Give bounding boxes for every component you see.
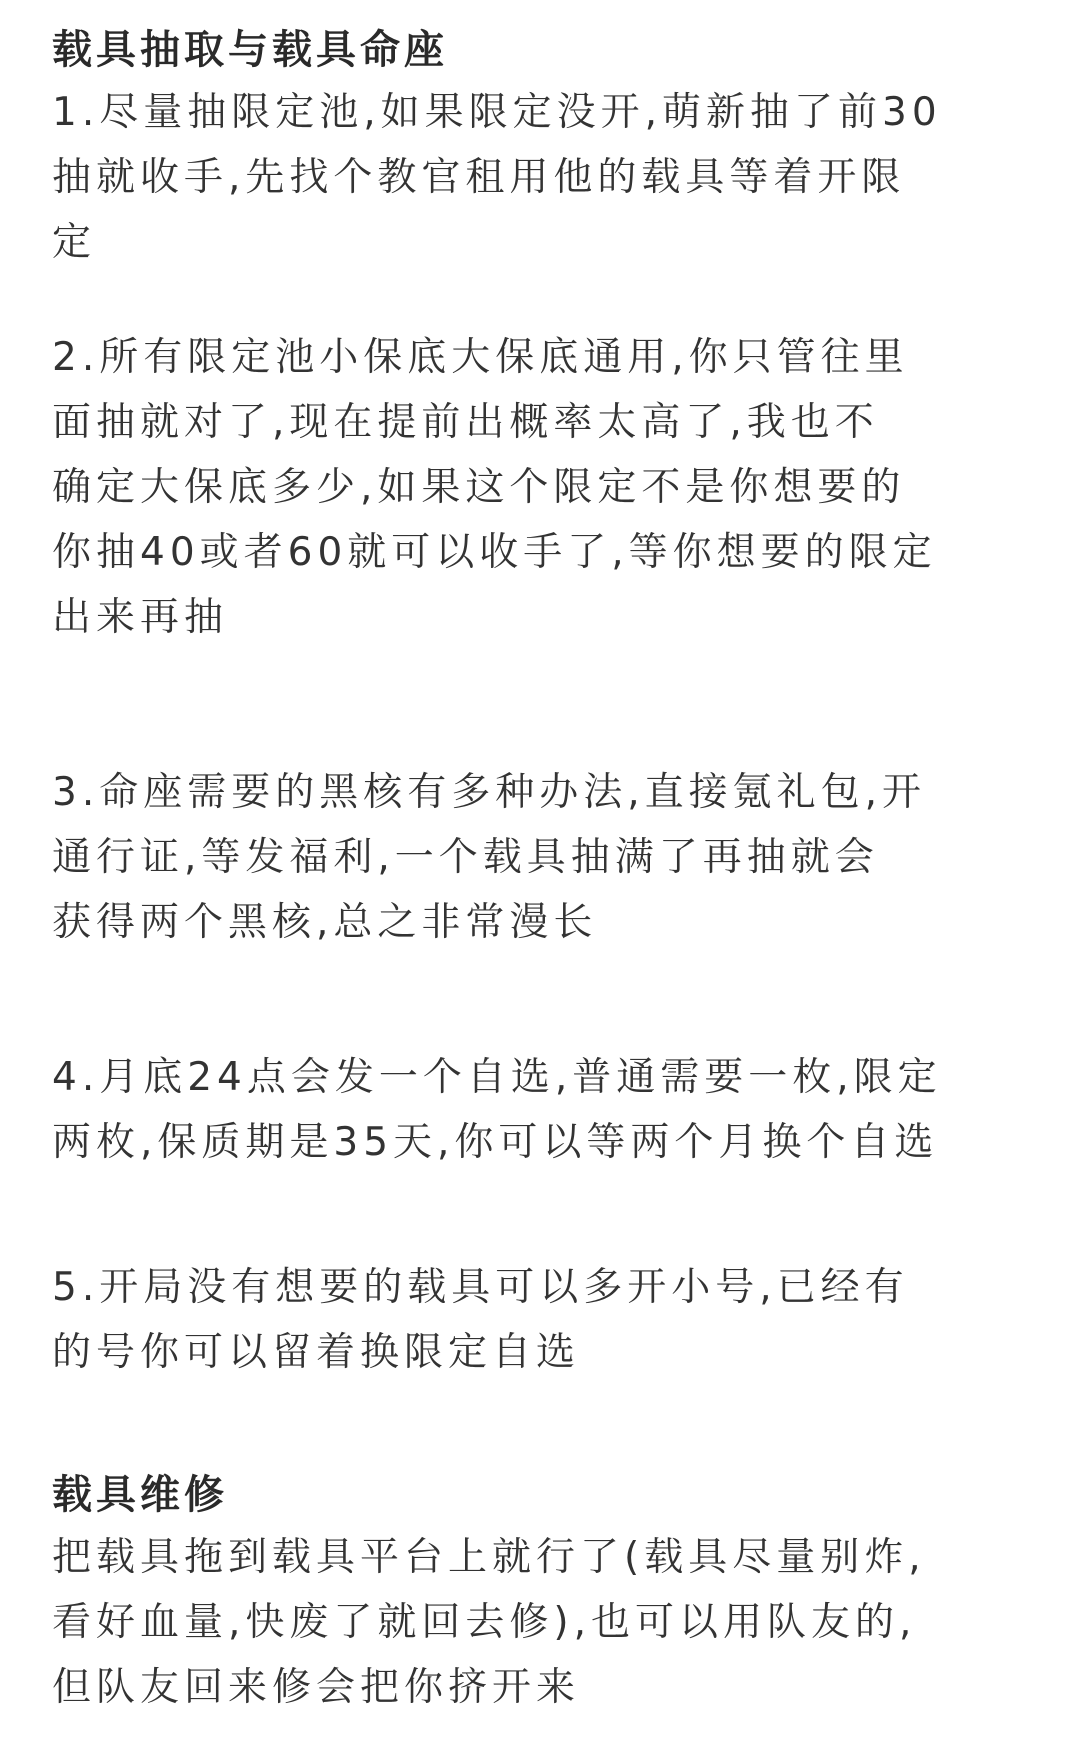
paragraph-repair xyxy=(52,1525,1042,1720)
text-line: 出来再抽 xyxy=(52,595,229,640)
text-line: 4.月底24点会发一个自选,普通需要一枚,限定 xyxy=(52,1055,942,1100)
paragraph-4 xyxy=(52,1045,1042,1175)
text-line: 3.命座需要的黑核有多种办法,直接氪礼包,开 xyxy=(52,770,927,815)
text-line: 面抽就对了,现在提前出概率太高了,我也不 xyxy=(52,400,879,445)
section-vehicle-repair xyxy=(52,1465,1042,1720)
paragraph-3 xyxy=(52,760,1042,955)
paragraph-2 xyxy=(52,325,1042,650)
text-line: 看好血量,快废了就回去修),也可以用队友的, xyxy=(52,1600,917,1645)
text-line: 把载具拖到载具平台上就行了(载具尽量别炸, xyxy=(52,1535,926,1580)
section-heading: 载具维修 xyxy=(52,1472,228,1518)
paragraph-1 xyxy=(52,80,1042,275)
text-line: 但队友回来修会把你挤开来 xyxy=(52,1665,581,1710)
text-line: 确定大保底多少,如果这个限定不是你想要的 xyxy=(52,465,906,510)
text-line: 通行证,等发福利,一个载具抽满了再抽就会 xyxy=(52,835,879,880)
section-vehicle-draw xyxy=(52,20,1042,275)
text-line: 5.开局没有想要的载具可以多开小号,已经有 xyxy=(52,1265,909,1310)
text-line: 你抽40或者60就可以收手了,等你想要的限定 xyxy=(52,530,937,575)
text-line: 的号你可以留着换限定自选 xyxy=(52,1330,581,1375)
section-heading: 载具抽取与载具命座 xyxy=(52,27,448,73)
paragraph-5 xyxy=(52,1255,1042,1385)
text-line: 抽就收手,先找个教官租用他的载具等着开限 xyxy=(52,155,906,200)
text-line: 两枚,保质期是35天,你可以等两个月换个自选 xyxy=(52,1120,939,1165)
text-line: 获得两个黑核,总之非常漫长 xyxy=(52,900,598,945)
text-line: 定 xyxy=(52,220,97,265)
text-line: 2.所有限定池小保底大保底通用,你只管往里 xyxy=(52,335,909,380)
text-line: 1.尽量抽限定池,如果限定没开,萌新抽了前30 xyxy=(52,90,942,135)
